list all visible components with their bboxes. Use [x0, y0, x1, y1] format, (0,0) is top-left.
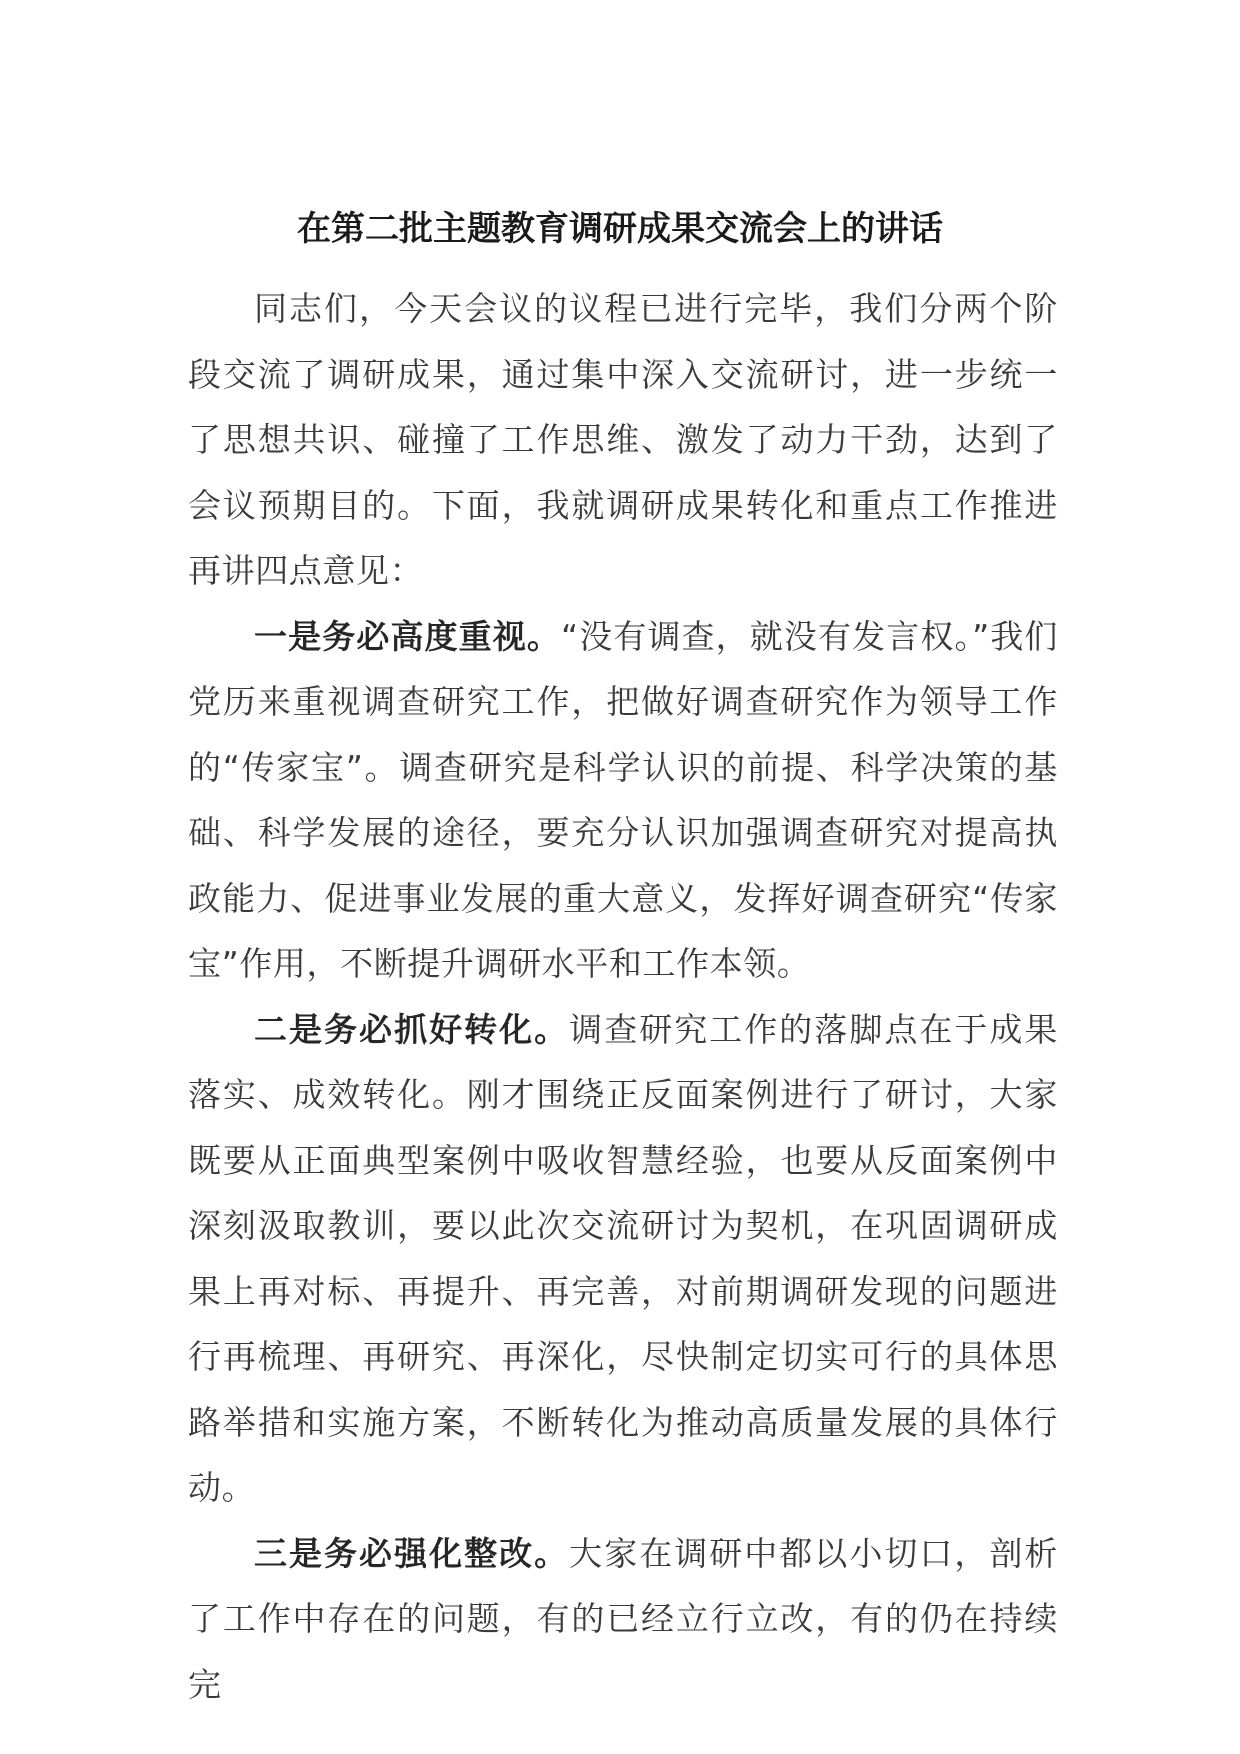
paragraph-point-2: [188, 997, 1058, 1521]
paragraph-text: “没有调查，就没有发言权。”我们党历来重视调查研究工作，把做好调查研究作为领导工作的“传家宝”。调查研究是科学认识的前提、科学决策的基础、科学发展的途径，要充分认识加强调查研究对提高执政能力、促进事业发展的重大意义，发挥好调查研究“传家宝”作用，不断提升调研水平和工作本领。: [188, 616, 1058, 983]
paragraph-lead: 一是务必高度重视。: [254, 616, 562, 656]
paragraph-lead: 三是务必强化整改。: [254, 1533, 570, 1573]
document-body: [188, 276, 1058, 1717]
document-title: 在第二批主题教育调研成果交流会上的讲话: [297, 209, 943, 249]
paragraph-point-1: [188, 604, 1058, 997]
paragraph-text: 同志们，今天会议的议程已进行完毕，我们分两个阶段交流了调研成果，通过集中深入交流研讨，进一步统一了思想共识、碰撞了工作思维、激发了动力干劲，达到了会议预期目的。下面，我就调研成果转化和重点工作推进再讲四点意见：: [188, 289, 1058, 590]
paragraph-text: 调查研究工作的落脚点在于成果落实、成效转化。刚才围绕正反面案例进行了研讨，大家既要从正面典型案例中吸收智慧经验，也要从反面案例中深刻汲取教训，要以此次交流研讨为契机，在巩固调研成果上再对标、再提升、再完善，对前期调研发现的问题进行再梳理、再研究、再深化，尽快制定切实可行的具体思路举措和实施方案，不断转化为推动高质量发展的具体行动。: [188, 1009, 1059, 1507]
paragraph-point-3: [188, 1521, 1058, 1718]
paragraph-lead: 二是务必抓好转化。: [254, 1009, 570, 1049]
paragraph-intro: [188, 276, 1058, 604]
paragraph-text: 大家在调研中都以小切口，剖析了工作中存在的问题，有的已经立行立改，有的仍在持续完: [188, 1533, 1059, 1704]
